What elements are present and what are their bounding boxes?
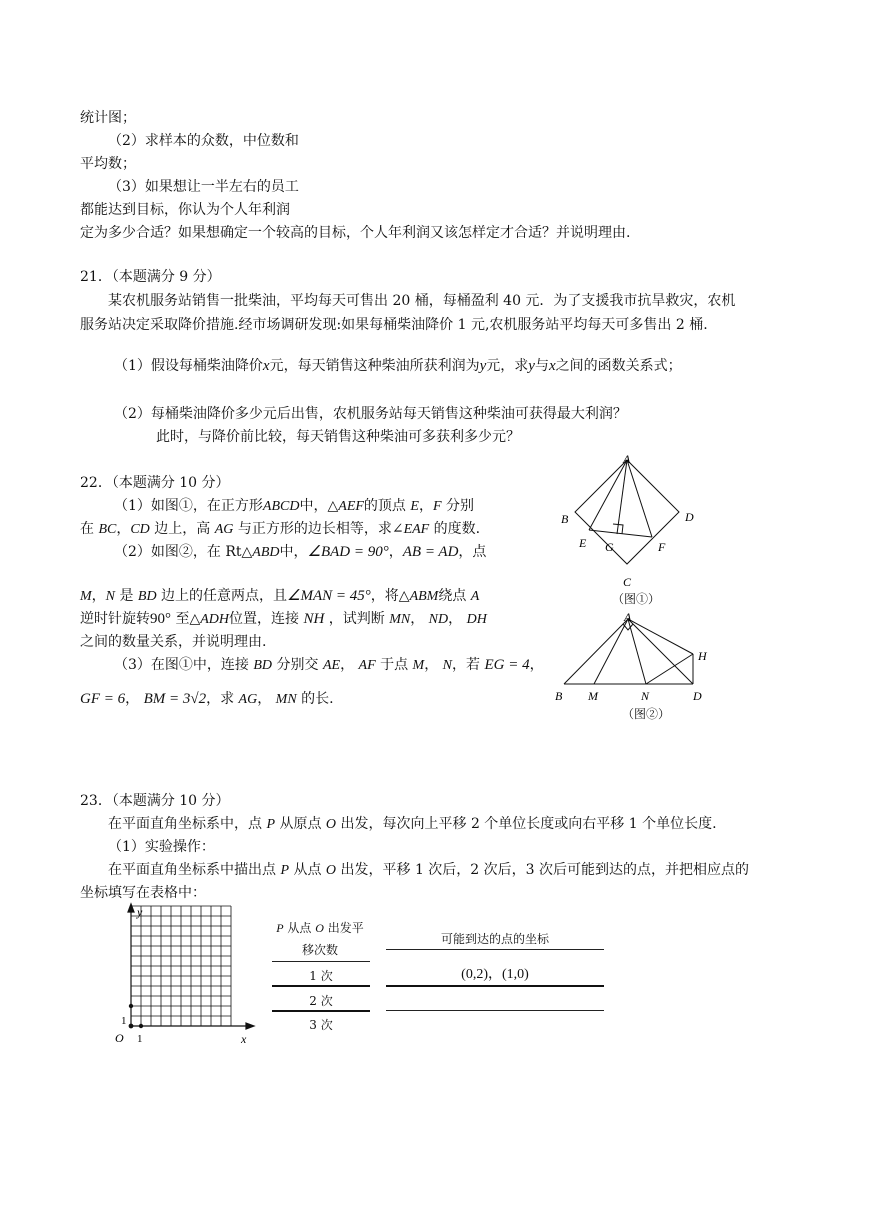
origin-point — [129, 1024, 133, 1028]
q23-header: 23．（本题满分 10 分） — [80, 793, 230, 809]
point-1-0 — [139, 1024, 142, 1027]
segment-ah — [628, 619, 693, 654]
table-header-coords: 可能到达的点的坐标 — [440, 932, 549, 946]
q22-subquestion-3-line-1: （3）在图①中，连接 BD 分别交 AE， AF 于点 M， N，若 EG = 4， — [114, 657, 544, 673]
figure-1-caption: （图①） — [612, 592, 661, 606]
q22-subquestion-1-line-2: 在 BC，CD 边上，高 AG 与正方形的边长相等，求∠EAF 的度数. — [80, 521, 481, 537]
variable-x: x — [262, 358, 270, 374]
figure-1-square — [555, 452, 715, 592]
q22-subquestion-2-line-3: 逆时针旋转90° 至△ADH位置，连接 NH ，试判断 MN， ND， DH — [80, 611, 487, 627]
q22-subquestion-1-line-1: （1）如图①，在正方形ABCD中，△AEF的顶点 E，F 分别 — [114, 498, 474, 514]
label-h: H — [698, 649, 707, 663]
q21-header: 21．（本题满分 9 分） — [80, 269, 221, 285]
label-a: A — [624, 610, 632, 624]
label-d: D — [693, 689, 702, 703]
q22-subquestion-2-line-2: M，N 是 BD 边上的任意两点，且∠MAN = 45°，将△ABM绕点 A — [80, 588, 480, 604]
segment-ag — [617, 460, 627, 534]
figure-2-caption: （图②） — [622, 707, 671, 721]
q22-header: 22．（本题满分 10 分） — [80, 475, 230, 491]
origin-label: O — [115, 1031, 124, 1045]
label-d: D — [685, 510, 694, 524]
table-rule — [272, 961, 370, 962]
q20-line-5: 都能达到目标，你认为个人年利润 — [80, 202, 290, 218]
x-tick-label: 1 — [137, 1033, 143, 1045]
x-axis-arrow-icon — [246, 1023, 254, 1029]
q21-subquestion-2-cont: 此时，与降价前比较，每天销售这种柴油可多获利多少元？ — [156, 429, 520, 445]
variable-y: y — [479, 358, 487, 374]
label-c: C — [623, 575, 632, 589]
q20-line-6: 定为多少合适？如果想确定一个较高的目标，个人年利润又该怎样定才合适？并说明理由. — [80, 225, 631, 241]
q23-paragraph-1: 在平面直角坐标系中，点 P 从原点 O 出发，每次向上平移 2 个单位长度或向右平移 1 个单位长度. — [108, 816, 717, 832]
label-b: B — [555, 689, 563, 703]
segment-ae — [589, 460, 627, 530]
table-cell-moves: 3 次 — [309, 1018, 333, 1032]
q20-line-2: （2）求样本的众数，中位数和 — [108, 133, 299, 149]
segment-ab — [564, 619, 628, 684]
label-b: B — [561, 512, 569, 526]
q23-subquestion-1: （1）实验操作： — [108, 839, 215, 855]
q21-paragraph-2: 服务站决定采取降价措施.经市场调研发现:如果每桶柴油降价 1 元,农机服务站平均每天可多售出 2 桶. — [80, 317, 708, 333]
q20-line-3: 平均数； — [80, 156, 136, 172]
table-rule — [272, 985, 370, 987]
segment-nh — [646, 654, 693, 684]
q22-subquestion-3-line-2: GF = 6， BM = 3√2，求 AG， MN 的长. — [80, 691, 334, 707]
x-axis-label: x — [241, 1032, 247, 1046]
table-rule — [272, 1010, 370, 1012]
q23-paragraph-2: 在平面直角坐标系中描出点 P 从点 O 出发，平移 1 次后，2 次后，3 次后可能到达的点，并把相应点的 — [108, 862, 750, 878]
label-e: E — [579, 536, 587, 550]
label-f: F — [658, 540, 666, 554]
label-g: G — [605, 540, 614, 554]
q21-paragraph-1: 某农机服务站销售一批柴油，平均每天可售出 20 桶，每桶盈利 40 元．为了支援我市抗旱救灾，农机 — [108, 293, 736, 309]
segment-af — [627, 460, 652, 537]
q22-subquestion-2-line-4: 之间的数量关系，并说明理由. — [80, 634, 267, 650]
table-cell-coords: (0,2)，(1,0) — [461, 967, 529, 982]
variable-x: x — [548, 358, 556, 374]
point-0-2 — [129, 1004, 132, 1007]
label-a: A — [623, 452, 631, 466]
table-cell-moves: 1 次 — [309, 969, 333, 983]
coordinate-grid — [112, 902, 257, 1050]
figure-2-triangle — [548, 610, 718, 710]
variable-y: y — [528, 358, 535, 374]
table-header-moves-line-2: 移次数 — [301, 943, 338, 957]
label-n: N — [641, 689, 650, 703]
label-m: M — [588, 689, 598, 703]
table-rule — [386, 949, 604, 950]
q20-line-1: 统计图； — [80, 110, 136, 126]
table-rule — [386, 1010, 604, 1011]
table-header-moves: P 从点 O 出发平 — [276, 921, 364, 935]
y-axis-label: y — [137, 905, 143, 919]
q23-paragraph-3: 坐标填写在表格中： — [80, 885, 206, 901]
table-cell-moves: 2 次 — [309, 994, 333, 1008]
segment-an — [628, 619, 646, 684]
q21-subquestion-1: （1）假设每桶柴油降价x元，每天销售这种柴油所获利润为y元，求y与x之间的函数关系式； — [114, 358, 682, 374]
y-tick-label: 1 — [121, 1015, 127, 1027]
q21-subquestion-2: （2）每桶柴油降价多少元后出售，农机服务站每天销售这种柴油可获得最大利润？ — [114, 406, 627, 422]
segment-am — [594, 619, 628, 684]
q20-line-4: （3）如果想让一半左右的员工 — [108, 179, 299, 195]
table-rule — [386, 985, 604, 987]
y-axis-arrow-icon — [128, 904, 134, 912]
q22-subquestion-2-line-1: （2）如图②，在 Rt△ABD中，∠BAD = 90°，AB = AD，点 — [114, 544, 487, 560]
